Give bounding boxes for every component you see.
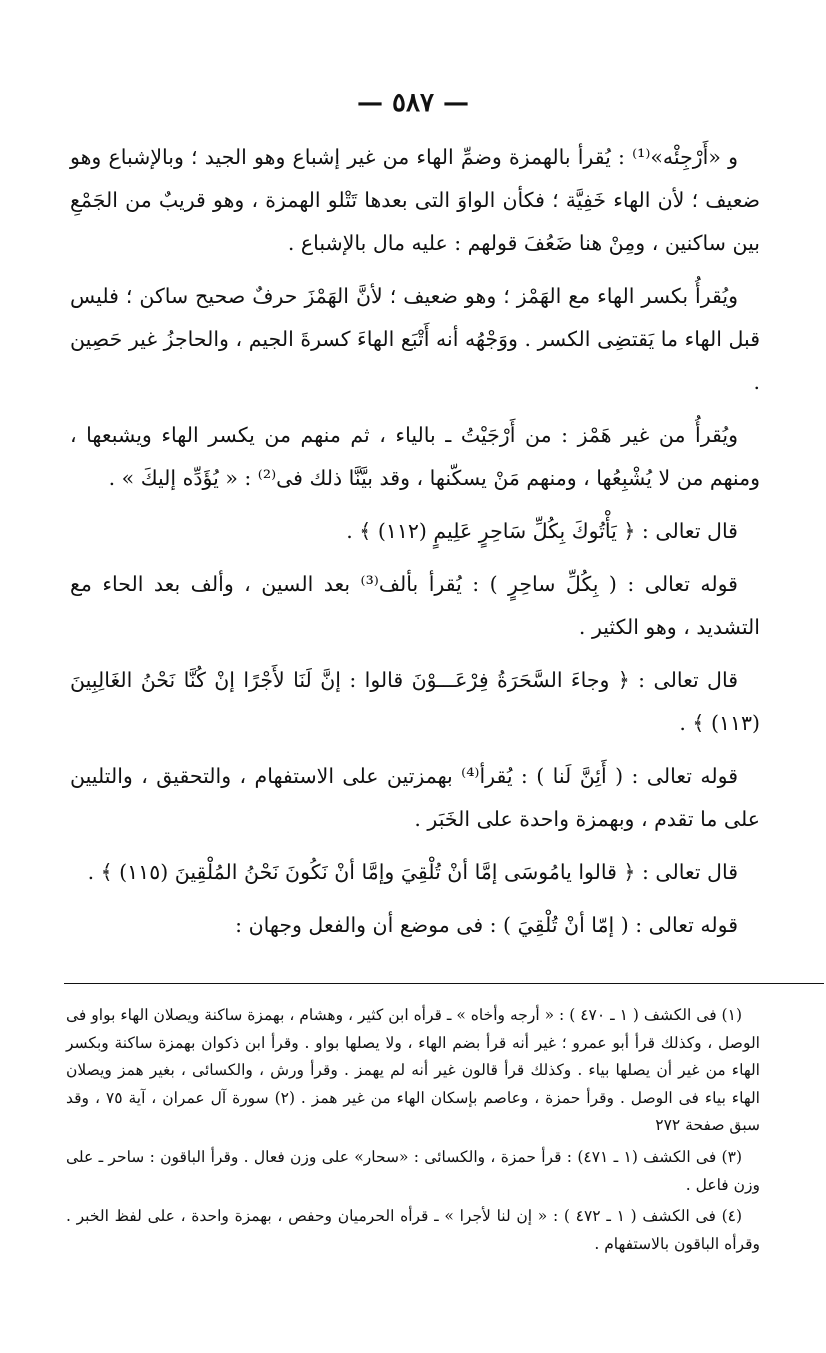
paragraph-bikulli-sahir: قوله تعالى : ( بِكُلِّ ساحِرٍ ) : يُقرأ بألف⁽³⁾ بعد السين ، وألف بعد الحاء مع التشديد ، وهو الكثير . <box>70 572 760 639</box>
paragraph-imma-an-tulqi: قوله تعالى : ( إمّا أنْ تُلْقِيَ ) : فى موضع أن والفعل وجهان : <box>235 913 738 937</box>
footnote-1-2: (١) فى الكشف ( ١ ـ ٤٧٠ ) : « أرجه وأخاه » ـ قرأه ابن كثير ، وهشام ، بهمزة ساكنة ويصلان الهاء بواو فى الوصل ، وكذلك قرأ أبو عمرو ؛ غير أنه قرأ بضم الهاء ، ولا يصلها بواو . وقرأ ابن ذكوان بهمزة ساكنة وبكسر الهاء من غير أن يصلها بياء . وكذلك قرأ قالون غير أنه لم يهمز . وقرأ ورش ، والكسائى ، بغير همز ويصلان الهاء بياء فى الوصل . وقرأ حمزة ، وعاصم بإسكان الهاء من غير همز . (٢) سورة آل عمران ، آية ٧٥ ، وقد سبق صفحة ٢٧٢ <box>66 1006 760 1135</box>
paragraph-ghayr-hamz: ويُقرأُ من غير هَمْز : من أَرْجَيْتُ ـ بالياء ، ثم منهم من يكسر الهاء ويشبعها ، ومنهم من لا يُشْبِعُها ، ومنهم مَنْ يسكّنها ، وقد بيَّنَّا ذلك فى⁽²⁾ : « يُؤَدِّه إليكَ » . <box>70 423 760 490</box>
footnote-4: (٤) فى الكشف ( ١ ـ ٤٧٢ ) : « إن لنا لأجرا » ـ قرأه الحرميان وحفص ، بهمزة واحدة ، على لفظ الخبر . وقرأه الباقون بالاستفهام . <box>66 1207 760 1253</box>
verse-113: قال تعالى : ﴿ وجاءَ السَّحَرَةُ فِرْعَـــوْنَ قالوا : إنَّ لَنَا لأَجْرًا إنْ كُنَّا نَحْنُ الغَالِبِينَ (١١٣) ﴾ . <box>70 668 760 735</box>
paragraph-arjih: و «أَرْجِئْه»⁽¹⁾ : يُقرأ بالهمزة وضمِّ الهاء من غير إشباع وهو الجيد ؛ وبالإشباع وهو ضعيف ؛ لأن الهاء خَفِيَّة ؛ فكأن الواوَ التى بعدها تَتْلو الهمزة ، وهو قريبٌ من الجَمْعِ بين ساكنين ، ومِنْ هنا ضَعُفَ قولهم : عليه مال بالإشباع . <box>70 145 760 255</box>
verse-112: قال تعالى : ﴿ يَأْتُوكَ بِكُلِّ سَاحِرٍ عَلِيمٍ (١١٢) ﴾ . <box>346 519 738 543</box>
paragraph-kasr-alhaa: ويُقرأُ بكسر الهاء مع الهَمْز ؛ وهو ضعيف ؛ لأنَّ الهَمْزَ حرفٌ صحيح ساكن ؛ فليس قبل الهاء ما يَقتضِى الكسر . ووَجْهُه أنه أَتْبَع الهاءَ كسرةَ الجيم ، والحاجزُ غير حَصِين . <box>70 284 760 394</box>
verse-115: قال تعالى : ﴿ قالوا يامُوسَى إمَّا أنْ تُلْقِيَ وإمَّا أنْ نَكُونَ نَحْنُ المُلْقِينَ (١١٥) ﴾ . <box>87 860 738 884</box>
footnote-divider <box>64 983 824 984</box>
main-text <box>70 136 760 957</box>
paragraph-a-inna-lana: قوله تعالى : ( أَئِنَّ لَنا ) : يُقرأ⁽⁴⁾ بهمزتين على الاستفهام ، والتحقيق ، والتليين على ما تقدم ، وبهمزة واحدة على الخَبَر . <box>70 764 760 831</box>
footnote-3: (٣) فى الكشف (١ ـ ٤٧١) : قرأ حمزة ، والكسائى : «سحار» على وزن فعال . وقرأ الباقون : ساحر ـ على وزن فاعل . <box>66 1147 760 1194</box>
page-number: — ٥٨٧ — <box>356 88 470 118</box>
footnotes <box>66 1002 760 1262</box>
